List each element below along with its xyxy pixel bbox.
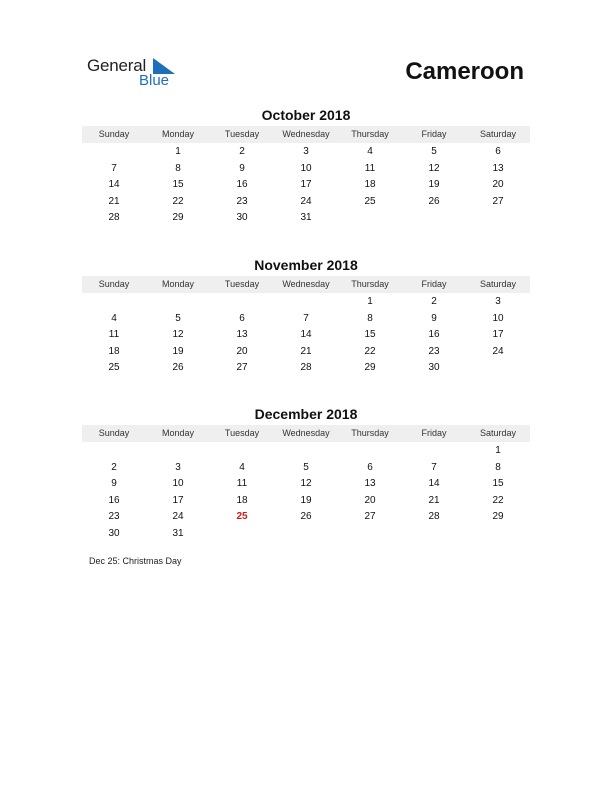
day-cell: 9 bbox=[111, 478, 117, 489]
week-row bbox=[82, 327, 530, 344]
month-title: October 2018 bbox=[261, 107, 351, 123]
generalblue-logo bbox=[87, 56, 187, 92]
week-row bbox=[82, 460, 530, 477]
week-row bbox=[82, 443, 530, 460]
week-row bbox=[82, 526, 530, 543]
country-title: Cameroon bbox=[405, 58, 524, 85]
month-calendar bbox=[82, 106, 530, 227]
day-cell bbox=[466, 210, 530, 227]
day-cell: 10 bbox=[492, 312, 504, 324]
day-cell bbox=[274, 443, 338, 460]
day-cell: 14 bbox=[108, 179, 120, 190]
day-cell: 10 bbox=[172, 478, 184, 489]
week-row bbox=[82, 360, 530, 377]
day-cell: 18 bbox=[236, 494, 248, 506]
day-cell: 28 bbox=[108, 212, 120, 223]
week-row bbox=[82, 161, 530, 178]
day-cell: 4 bbox=[367, 146, 373, 157]
day-cell: 26 bbox=[300, 511, 312, 522]
day-cell bbox=[82, 294, 146, 311]
holiday-day-cell: 25 bbox=[236, 511, 248, 522]
day-cell: 9 bbox=[239, 162, 245, 174]
day-cell: 3 bbox=[303, 146, 309, 157]
day-cell: 25 bbox=[108, 362, 120, 373]
day-cell: 6 bbox=[367, 461, 373, 473]
day-cell: 22 bbox=[172, 195, 184, 207]
day-cell: 22 bbox=[364, 345, 376, 357]
day-cell bbox=[338, 443, 402, 460]
day-cell: 28 bbox=[300, 362, 312, 373]
day-cell: 25 bbox=[364, 195, 376, 207]
weekday-label: Tuesday bbox=[224, 129, 260, 139]
weekday-header-row bbox=[82, 425, 530, 442]
day-cell bbox=[338, 210, 402, 227]
day-cell: 21 bbox=[300, 345, 312, 357]
day-cell: 2 bbox=[431, 296, 437, 307]
day-cell: 17 bbox=[172, 494, 184, 506]
day-cell: 15 bbox=[172, 179, 184, 190]
day-cell: 12 bbox=[428, 162, 440, 174]
day-cell: 5 bbox=[175, 312, 181, 324]
day-cell bbox=[210, 294, 274, 311]
weekday-label: Tuesday bbox=[224, 428, 260, 438]
day-cell: 11 bbox=[108, 329, 120, 340]
month-calendar bbox=[82, 256, 530, 377]
day-cell: 15 bbox=[492, 478, 504, 489]
day-cell: 21 bbox=[428, 494, 440, 506]
day-cell: 30 bbox=[108, 527, 120, 539]
day-cell: 24 bbox=[300, 195, 312, 207]
day-cell: 4 bbox=[111, 312, 117, 324]
day-cell: 18 bbox=[364, 179, 376, 190]
week-row bbox=[82, 311, 530, 328]
day-cell: 10 bbox=[300, 162, 312, 174]
day-cell: 3 bbox=[175, 461, 181, 473]
weekday-label: Sunday bbox=[98, 279, 130, 289]
day-cell: 30 bbox=[236, 212, 248, 223]
day-cell: 7 bbox=[303, 312, 309, 324]
day-cell: 14 bbox=[428, 478, 440, 489]
weekday-label: Monday bbox=[161, 428, 195, 438]
day-cell: 16 bbox=[108, 494, 120, 506]
weekday-label: Monday bbox=[161, 129, 195, 139]
week-row bbox=[82, 210, 530, 227]
day-cell: 29 bbox=[172, 212, 184, 223]
day-cell bbox=[466, 360, 530, 377]
day-cell bbox=[402, 443, 466, 460]
day-cell: 20 bbox=[236, 345, 248, 357]
day-cell: 27 bbox=[236, 362, 248, 373]
day-cell: 6 bbox=[239, 312, 245, 324]
week-row bbox=[82, 493, 530, 510]
weekday-label: Wednesday bbox=[282, 279, 330, 289]
day-cell: 13 bbox=[364, 478, 376, 489]
day-cell: 19 bbox=[300, 494, 312, 506]
day-cell: 18 bbox=[108, 345, 120, 357]
day-cell bbox=[338, 526, 402, 543]
day-cell: 17 bbox=[300, 179, 312, 190]
day-cell: 24 bbox=[492, 345, 504, 357]
week-row bbox=[82, 177, 530, 194]
day-cell bbox=[210, 443, 274, 460]
weekday-label: Wednesday bbox=[282, 428, 330, 438]
day-cell bbox=[402, 210, 466, 227]
weekday-label: Wednesday bbox=[282, 129, 330, 139]
day-cell: 16 bbox=[428, 329, 440, 340]
day-cell bbox=[146, 443, 210, 460]
weekday-label: Saturday bbox=[479, 129, 517, 139]
day-cell bbox=[82, 144, 146, 161]
weeks-grid bbox=[82, 144, 530, 227]
weekday-label: Friday bbox=[421, 129, 447, 139]
day-cell: 12 bbox=[300, 478, 312, 489]
day-cell: 5 bbox=[431, 146, 437, 157]
day-cell: 8 bbox=[175, 162, 181, 174]
weekday-header-row bbox=[82, 126, 530, 143]
logo-text-general: General bbox=[87, 56, 147, 75]
day-cell: 12 bbox=[172, 329, 184, 340]
day-cell: 28 bbox=[428, 511, 440, 522]
day-cell: 5 bbox=[303, 461, 309, 473]
weeks-grid bbox=[82, 294, 530, 377]
day-cell: 31 bbox=[300, 212, 312, 223]
day-cell: 24 bbox=[172, 511, 184, 522]
day-cell: 30 bbox=[428, 362, 440, 373]
weekday-label: Sunday bbox=[98, 129, 130, 139]
day-cell bbox=[466, 526, 530, 543]
weekday-label: Thursday bbox=[351, 129, 389, 139]
week-row bbox=[82, 509, 530, 526]
day-cell bbox=[210, 526, 274, 543]
day-cell: 19 bbox=[428, 179, 440, 190]
day-cell: 8 bbox=[495, 461, 501, 473]
day-cell bbox=[274, 526, 338, 543]
day-cell bbox=[146, 294, 210, 311]
weekday-label: Saturday bbox=[479, 428, 517, 438]
day-cell: 29 bbox=[364, 362, 376, 373]
month-calendar bbox=[82, 405, 530, 542]
day-cell: 20 bbox=[364, 494, 376, 506]
day-cell: 14 bbox=[300, 329, 312, 340]
week-row bbox=[82, 476, 530, 493]
weekday-label: Thursday bbox=[351, 279, 389, 289]
day-cell: 2 bbox=[111, 461, 117, 473]
month-title: November 2018 bbox=[254, 257, 358, 273]
day-cell: 26 bbox=[172, 362, 184, 373]
day-cell: 1 bbox=[495, 445, 501, 456]
weekday-label: Friday bbox=[421, 428, 447, 438]
day-cell: 27 bbox=[364, 511, 376, 522]
weekday-label: Saturday bbox=[479, 279, 517, 289]
day-cell: 13 bbox=[236, 329, 248, 340]
day-cell: 19 bbox=[172, 345, 184, 357]
weekday-label: Sunday bbox=[98, 428, 130, 438]
week-row bbox=[82, 344, 530, 361]
weekday-header-row bbox=[82, 276, 530, 293]
day-cell: 1 bbox=[367, 296, 373, 307]
day-cell bbox=[82, 443, 146, 460]
day-cell: 27 bbox=[492, 195, 504, 207]
day-cell: 26 bbox=[428, 195, 440, 207]
weeks-grid bbox=[82, 443, 530, 542]
day-cell: 15 bbox=[364, 329, 376, 340]
week-row bbox=[82, 144, 530, 161]
holiday-note: Dec 25: Christmas Day bbox=[89, 556, 182, 566]
day-cell: 9 bbox=[431, 312, 437, 324]
weekday-label: Thursday bbox=[351, 428, 389, 438]
day-cell bbox=[402, 526, 466, 543]
day-cell: 20 bbox=[492, 179, 504, 190]
day-cell: 3 bbox=[495, 296, 501, 307]
logo-text-blue: Blue bbox=[139, 72, 170, 89]
day-cell: 29 bbox=[492, 511, 504, 522]
day-cell: 31 bbox=[172, 527, 184, 539]
day-cell: 8 bbox=[367, 312, 373, 324]
day-cell: 6 bbox=[495, 146, 501, 157]
day-cell: 22 bbox=[492, 494, 504, 506]
weekday-label: Monday bbox=[161, 279, 195, 289]
day-cell: 4 bbox=[239, 461, 245, 473]
day-cell bbox=[274, 294, 338, 311]
day-cell: 23 bbox=[236, 195, 248, 207]
day-cell: 1 bbox=[175, 146, 181, 157]
day-cell: 7 bbox=[111, 162, 117, 174]
day-cell: 2 bbox=[239, 146, 245, 157]
month-title: December 2018 bbox=[254, 406, 358, 422]
weekday-label: Friday bbox=[421, 279, 447, 289]
day-cell: 21 bbox=[108, 195, 120, 207]
day-cell: 23 bbox=[108, 511, 120, 522]
week-row bbox=[82, 294, 530, 311]
day-cell: 16 bbox=[236, 179, 248, 190]
week-row bbox=[82, 194, 530, 211]
day-cell: 11 bbox=[364, 162, 376, 174]
day-cell: 23 bbox=[428, 345, 440, 357]
day-cell: 11 bbox=[236, 478, 248, 489]
day-cell: 13 bbox=[492, 162, 504, 174]
day-cell: 17 bbox=[492, 329, 504, 340]
day-cell: 7 bbox=[431, 461, 437, 473]
weekday-label: Tuesday bbox=[224, 279, 260, 289]
